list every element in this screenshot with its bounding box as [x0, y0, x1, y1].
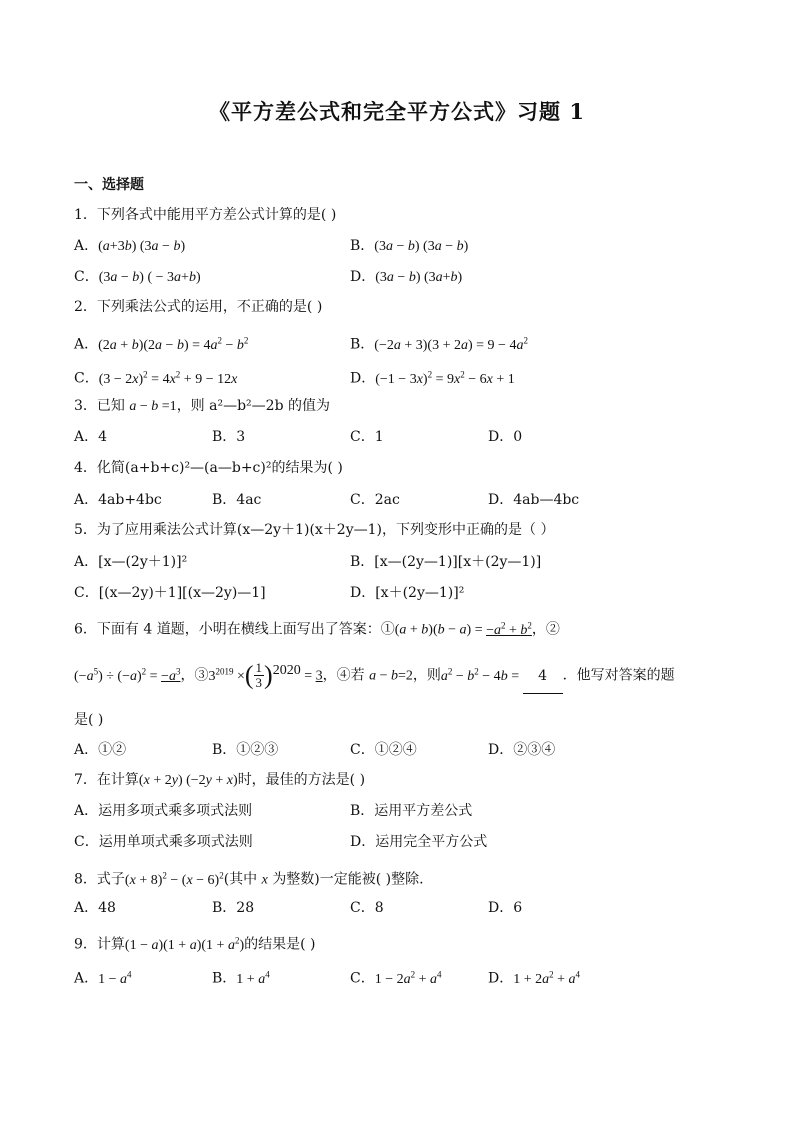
q8-option-a[interactable]: A．48	[74, 900, 116, 916]
q3-option-c[interactable]: C．1	[350, 429, 384, 445]
question-5: 5．为了应用乘法公式计算(x—2y＋1)(x＋2y—1)，下列变形中正确的是（ ）	[74, 522, 555, 538]
question-3: 3．已知 a − b =1，则 a²—b²—2b 的值为	[74, 398, 330, 414]
q4-option-b[interactable]: B．4ac	[212, 492, 262, 508]
q8-option-d[interactable]: D．6	[488, 900, 523, 916]
question-4: 4．化简(a+b+c)²—(a—b+c)²的结果为( )	[74, 460, 343, 476]
q3-option-b[interactable]: B．3	[212, 429, 246, 445]
q4-option-c[interactable]: C．2ac	[350, 492, 400, 508]
q6-option-b[interactable]: B．①②③	[212, 742, 279, 758]
q3-option-d[interactable]: D．0	[488, 429, 523, 445]
q6-option-c[interactable]: C．①②④	[350, 742, 417, 758]
q1-option-d[interactable]: D．(3a − b) (3a+b)	[350, 269, 463, 285]
page-title: 《平方差公式和完全平方公式》习题 1	[209, 99, 585, 124]
q9-option-a[interactable]: A．$1 - a^4$	[74, 969, 132, 987]
q3-option-a[interactable]: A．4	[74, 429, 108, 445]
q5-option-b[interactable]: B．[x—(2y—1)][x＋(2y—1)]	[350, 554, 542, 570]
question-1: 1．下列各式中能用平方差公式计算的是( )	[74, 207, 337, 223]
question-8: 8．式子$(x + 8)^2 - (x - 6)^2$(其中 x 为整数)一定能被( )整除.	[74, 870, 424, 888]
q1-option-c[interactable]: C．(3a − b) ( − 3a+b)	[74, 269, 201, 285]
q1-option-a[interactable]: A．(a+3b) (3a − b)	[74, 238, 186, 254]
q9-option-c[interactable]: C．$1 - 2a^2 + a^4$	[350, 969, 442, 987]
q2-option-b[interactable]: B．$(-2a + 3)(3 + 2a) = 9 - 4a^2$	[350, 335, 528, 353]
q7-option-a[interactable]: A．运用多项式乘多项式法则	[74, 803, 253, 819]
q5-option-a[interactable]: A．[x—(2y＋1)]²	[74, 554, 188, 570]
q6-option-a[interactable]: A．①②	[74, 742, 127, 758]
q9-option-b[interactable]: B．$1 + a^4$	[212, 969, 270, 987]
q1-option-b[interactable]: B．(3a − b) (3a − b)	[350, 238, 469, 254]
q2-option-c[interactable]: C．$(3 - 2x)^2 = 4x^2 + 9 - 12x$	[74, 369, 238, 387]
q5-option-c[interactable]: C．[(x—2y)＋1][(x—2y)—1]	[74, 585, 266, 601]
q6-option-d[interactable]: D．②③④	[488, 742, 556, 758]
answer-blank: 4	[523, 659, 563, 694]
question-6-line2: $(-a^5) \div (-a)^2 = -a^3$，$③3^{2019}$ ×( $\frac{1}{3}$ )$^{2020}$ = 3，④若 a − b=2，则$a^2 - b^2 - 4b = 4$ ．他写对答案的题	[74, 654, 675, 694]
q7-option-b[interactable]: B．运用平方差公式	[350, 803, 473, 819]
q2-option-a[interactable]: A．$(2a + b)(2a - b) = 4a^2 - b^2$	[74, 335, 249, 353]
question-6-line1: 6．下面有 4 道题，小明在横线上面写出了答案：①(a + $b)(b - a) = -a^2 + b^2$，②	[74, 620, 560, 638]
question-9: 9．计算$(1 - a)(1 + a)(1 + a^2)$的结果是( )	[74, 935, 316, 953]
q4-option-d[interactable]: D．4ab—4bc	[488, 492, 580, 508]
q9-option-d[interactable]: D．$1 + 2a^2 + a^4$	[488, 969, 581, 987]
q4-option-a[interactable]: A．4ab+4bc	[74, 492, 162, 508]
q8-option-b[interactable]: B．28	[212, 900, 255, 916]
question-2: 2．下列乘法公式的运用，不正确的是( )	[74, 299, 323, 315]
q7-option-c[interactable]: C．运用单项式乘多项式法则	[74, 834, 253, 850]
q2-option-d[interactable]: D．$(-1 - 3x)^2 = 9x^2 - 6x + 1$	[350, 369, 515, 387]
q7-option-d[interactable]: D．运用完全平方公式	[350, 834, 488, 850]
question-7: 7．在计算(x + 2y) (−2y + x)时，最佳的方法是( )	[74, 772, 366, 788]
question-6-line3: 是( )	[74, 712, 104, 728]
section-heading: 一、选择题	[74, 177, 144, 193]
q5-option-d[interactable]: D．[x＋(2y—1)]²	[350, 585, 465, 601]
q8-option-c[interactable]: C．8	[350, 900, 384, 916]
